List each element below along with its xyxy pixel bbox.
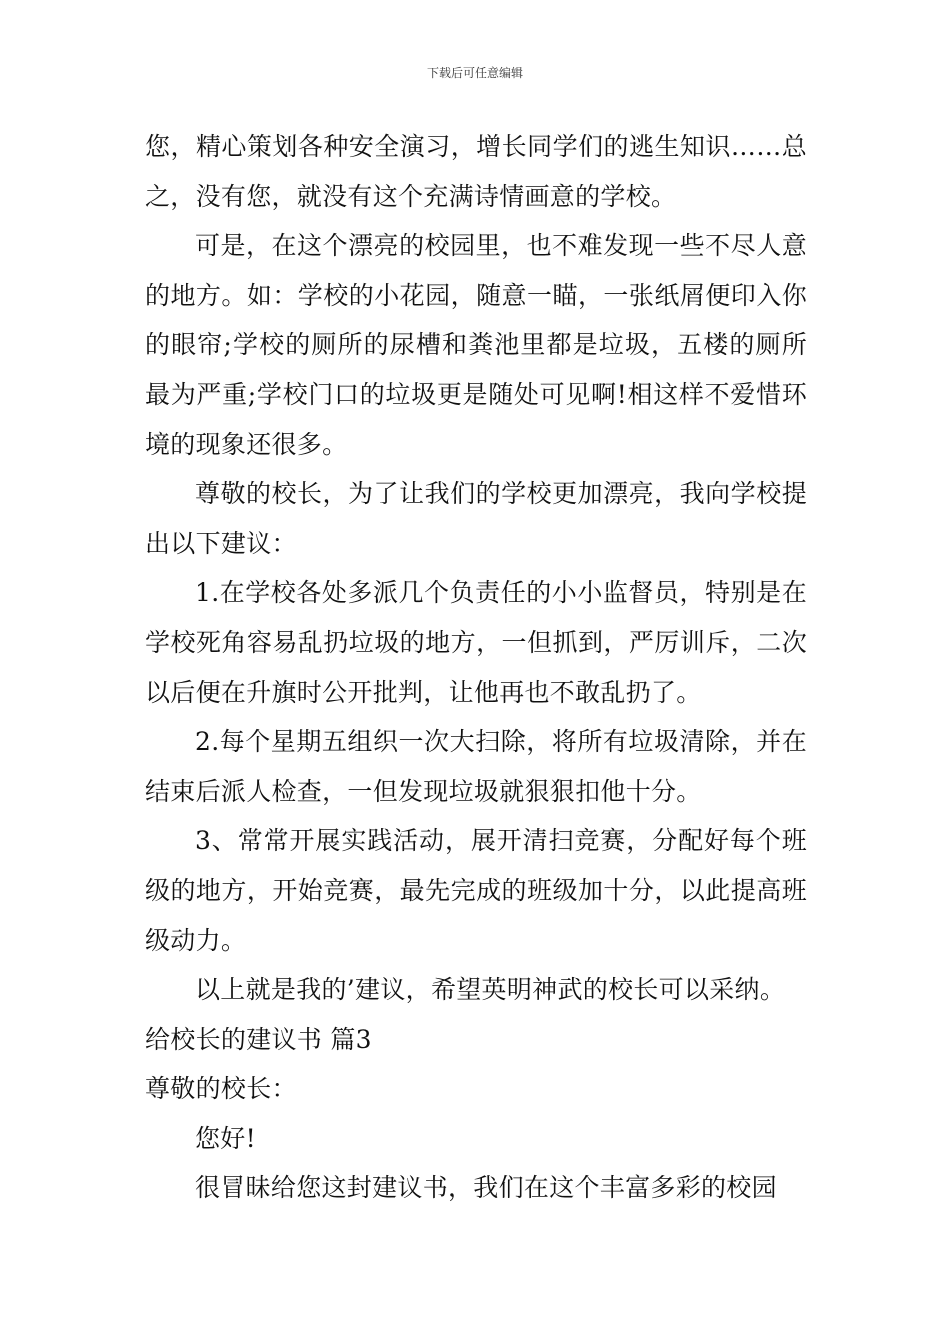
- document-body: [145, 122, 807, 1213]
- greeting: 您好!: [195, 1123, 256, 1153]
- paragraph-suggestion-intro: 尊敬的校长，为了让我们的学校更加漂亮，我向学校提出以下建议：: [145, 479, 807, 558]
- section-title: 给校长的建议书 篇3: [145, 1024, 372, 1054]
- paragraph-suggestion-3: 3、常常开展实践活动，展开清扫竞赛，分配好每个班级的地方，开始竞赛，最先完成的班级加十分，以此提高班级动力。: [145, 826, 807, 955]
- page-header-note: 下载后可任意编辑: [426, 66, 523, 80]
- paragraph-conclusion: 以上就是我的’建议，希望英明神武的校长可以采纳。: [195, 975, 786, 1005]
- paragraph-letter-opening: 很冒昧给您这封建议书，我们在这个丰富多彩的校园: [195, 1173, 777, 1203]
- paragraph-suggestion-1: 1.在学校各处多派几个负责任的小小监督员，特别是在学校死角容易乱扔垃圾的地方，一但抓到，严厉训斥，二次以后便在升旗时公开批判，让他再也不敢乱扔了。: [145, 578, 807, 707]
- paragraph-problems: 可是，在这个漂亮的校园里，也不难发现一些不尽人意的地方。如：学校的小花园，随意一瞄，一张纸屑便印入你的眼帘;学校的厕所的尿槽和粪池里都是垃圾，五楼的厕所最为严重;学校门口的垃圾更是随处可见啊!相这样不爱惜环境的现象还很多。: [145, 231, 807, 459]
- paragraph-suggestion-2: 2.每个星期五组织一次大扫除，将所有垃圾清除，并在结束后派人检查，一但发现垃圾就狠狠扣他十分。: [145, 727, 807, 806]
- salutation: 尊敬的校长：: [145, 1074, 297, 1104]
- paragraph-closing-praise: 您，精心策划各种安全演习，增长同学们的逃生知识……总之，没有您，就没有这个充满诗情画意的学校。: [145, 132, 807, 211]
